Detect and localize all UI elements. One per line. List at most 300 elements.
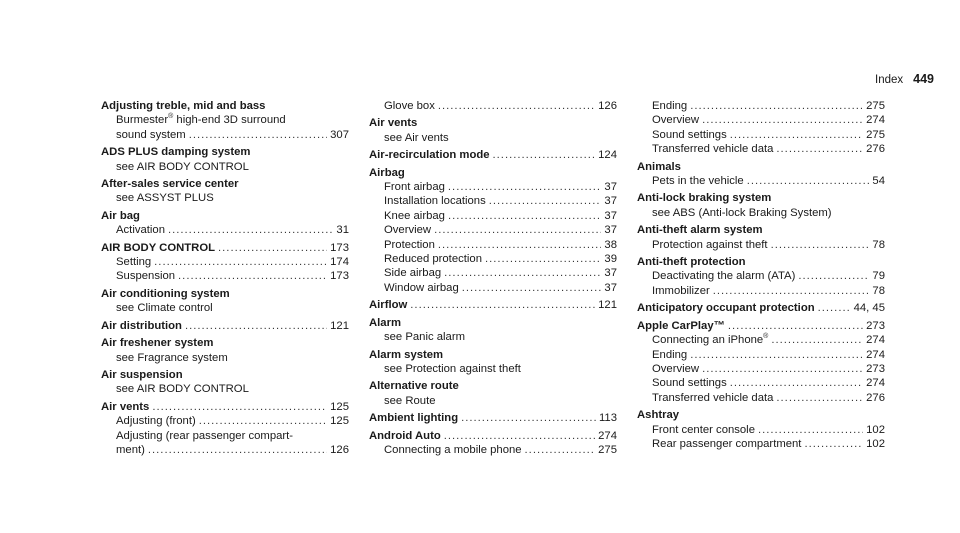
subentry-text	[652, 142, 773, 156]
leader-dots	[818, 301, 851, 315]
index-term	[101, 241, 349, 255]
index-subentry	[369, 131, 617, 145]
subentry-text	[652, 269, 795, 283]
subentry-text	[652, 333, 768, 347]
index-entry	[637, 319, 885, 405]
subentry-text	[384, 194, 486, 208]
subentry-label: Reduced protection	[384, 253, 482, 266]
index-subentry-continued	[101, 128, 349, 142]
subentry-label: Transferred vehicle data	[652, 143, 774, 156]
term-text	[637, 160, 681, 174]
leader-dots	[776, 391, 863, 405]
index-subentry	[637, 423, 885, 437]
subentry-label: Immobilizer	[652, 284, 710, 297]
leader-dots	[489, 194, 602, 208]
index-term	[101, 99, 349, 113]
term-label: Air distribution	[101, 319, 182, 332]
leader-dots	[462, 281, 602, 295]
subentry-text	[652, 113, 699, 127]
leader-dots	[798, 269, 869, 283]
leader-dots	[702, 113, 863, 127]
page-ref[interactable]: 31	[336, 224, 349, 237]
leader-dots	[493, 148, 596, 162]
index-subentry-continued	[101, 443, 349, 457]
page-ref[interactable]: 274	[598, 429, 617, 442]
index-column-2	[369, 99, 617, 460]
subentry-label: Pets in the vehicle	[652, 175, 744, 188]
subentry-text	[116, 269, 175, 283]
index-column-3	[637, 99, 885, 454]
index-subentry	[637, 269, 885, 283]
term-label: AIR BODY CONTROL	[101, 241, 216, 254]
subentry-text	[116, 255, 151, 269]
index-subentry	[637, 238, 885, 252]
page-ref[interactable]: 113	[598, 412, 617, 425]
term-text	[369, 429, 441, 443]
index-term	[369, 298, 617, 312]
page-ref[interactable]: 54	[872, 175, 885, 188]
index-subentry	[637, 333, 885, 347]
subentry-text	[652, 238, 768, 252]
term-text	[101, 145, 250, 159]
index-entry	[101, 287, 349, 316]
index-subentry	[369, 281, 617, 295]
index-subentry	[637, 391, 885, 405]
subentry-label: Overview	[652, 362, 700, 375]
subentry-text-cont: ment)	[116, 443, 145, 456]
index-entry	[637, 255, 885, 298]
subentry-label: Overview	[384, 224, 432, 237]
leader-dots	[461, 411, 596, 425]
page-ref[interactable]: 79	[872, 270, 885, 283]
index-subentry	[101, 269, 349, 283]
leader-dots	[713, 284, 870, 298]
leader-dots	[152, 400, 327, 414]
term-text	[369, 316, 401, 330]
term-label: Anti-lock braking system	[637, 192, 772, 205]
subentry-text	[116, 382, 249, 396]
subentry-text	[384, 99, 435, 113]
leader-dots	[438, 238, 602, 252]
page-ref[interactable]: 37	[604, 181, 617, 194]
subentry-text-cont: sound system	[116, 128, 186, 141]
term-text	[369, 348, 443, 362]
index-entry	[101, 177, 349, 206]
index-subentry	[637, 174, 885, 188]
page-ref[interactable]: 125	[330, 415, 349, 428]
page-ref[interactable]: 121	[330, 319, 349, 332]
subentry-text	[384, 131, 449, 145]
page-header	[875, 72, 934, 86]
index-subentry	[369, 180, 617, 194]
leader-dots	[168, 223, 333, 237]
index-subentry	[101, 414, 349, 428]
subentry-label: Adjusting (front)	[116, 415, 196, 428]
index-term	[369, 116, 617, 130]
index-entry	[637, 408, 885, 451]
page-ref[interactable]: 37	[604, 281, 617, 294]
term-text	[637, 191, 771, 205]
term-label: Airbag	[369, 166, 405, 179]
index-subentry	[101, 160, 349, 174]
subentry-label: Suspension	[116, 270, 176, 283]
term-text	[101, 400, 149, 414]
term-label: Air freshener system	[101, 337, 214, 350]
index-subentry	[637, 113, 885, 127]
term-label: Anti-theft alarm system	[637, 224, 763, 237]
subentry-label: Setting	[116, 256, 152, 269]
subentry-label: see Route	[384, 394, 436, 407]
subentry-text	[652, 206, 832, 220]
term-label: ADS PLUS damping system	[101, 146, 251, 159]
term-text	[369, 116, 417, 130]
subentry-text	[116, 429, 293, 443]
subentry-text	[384, 330, 465, 344]
index-term	[637, 191, 885, 205]
subentry-label: see Panic alarm	[384, 331, 465, 344]
term-text	[101, 368, 183, 382]
index-term	[101, 336, 349, 350]
index-subentry	[369, 362, 617, 376]
subentry-text	[116, 160, 249, 174]
subentry-text	[384, 362, 521, 376]
index-subentry	[369, 209, 617, 223]
term-label: Adjusting treble, mid and bass	[101, 100, 266, 112]
subentry-label: see Protection against theft	[384, 362, 521, 375]
index-entry	[101, 368, 349, 397]
page-ref[interactable]: 174	[330, 256, 349, 269]
index-entry	[637, 301, 885, 315]
term-text	[637, 301, 815, 315]
term-label: Animals	[637, 160, 681, 173]
subentry-text	[384, 394, 436, 408]
index-term	[369, 148, 617, 162]
term-label: Air vents	[101, 400, 150, 413]
index-term	[101, 177, 349, 191]
subentry-text	[652, 391, 773, 405]
subentry-label: Rear passenger compartment	[652, 437, 802, 450]
leader-dots	[154, 255, 327, 269]
term-text	[101, 209, 140, 223]
leader-dots	[690, 348, 863, 362]
index-subentry	[101, 191, 349, 205]
index-entry	[101, 400, 349, 458]
subentry-label: Window airbag	[384, 281, 459, 294]
term-label: Air bag	[101, 209, 140, 222]
index-term	[637, 408, 885, 422]
page-ref[interactable]: 173	[330, 270, 349, 283]
leader-dots	[804, 437, 863, 451]
subentry-label: see Climate control	[116, 302, 213, 315]
subentry-label: Activation	[116, 224, 165, 237]
index-subentry	[369, 330, 617, 344]
index-term	[369, 316, 617, 330]
subentry-text	[652, 437, 801, 451]
term-label: Apple CarPlay™	[637, 319, 725, 332]
index-subentry	[101, 301, 349, 315]
page-number: 449	[913, 72, 934, 86]
page-ref[interactable]: 102	[866, 437, 885, 450]
page-ref[interactable]: 274	[866, 334, 885, 347]
term-text	[101, 99, 265, 113]
term-text	[369, 148, 490, 162]
subentry-label-cont: high-end 3D surround	[173, 114, 286, 127]
subentry-label: Burmester	[116, 114, 169, 127]
index-entry	[637, 99, 885, 157]
subentry-label: see Air vents	[384, 131, 449, 144]
index-entry	[369, 348, 617, 377]
subentry-text	[384, 281, 459, 295]
index-subentry	[101, 351, 349, 365]
subentry-label: Connecting an iPhone	[652, 334, 764, 347]
page-ref[interactable]: 274	[866, 114, 885, 127]
page-ref[interactable]: 124	[598, 149, 617, 162]
index-term	[369, 411, 617, 425]
index-subentry	[101, 382, 349, 396]
subentry-label: Sound settings	[652, 128, 727, 141]
index-entry	[369, 298, 617, 312]
page-ref[interactable]: 274	[866, 377, 885, 390]
page-ref[interactable]: 276	[866, 143, 885, 156]
index-term	[637, 301, 885, 315]
subentry-label: see ASSYST PLUS	[116, 192, 214, 205]
term-text	[369, 379, 459, 393]
subentry-text	[384, 223, 431, 237]
term-text	[101, 336, 213, 350]
subentry-text	[384, 266, 441, 280]
page-ref[interactable]: 39	[604, 253, 617, 266]
term-label: Ambient lighting	[369, 412, 459, 425]
subentry-label: Side airbag	[384, 267, 442, 280]
page-ref[interactable]: 38	[604, 238, 617, 251]
index-subentry	[369, 394, 617, 408]
term-label: Air vents	[369, 117, 418, 130]
subentry-text	[116, 223, 165, 237]
term-label: Anticipatory occupant protection	[637, 302, 815, 315]
index-term	[101, 209, 349, 223]
subentry-label: Front airbag	[384, 181, 445, 194]
subentry-text	[652, 174, 744, 188]
term-label: Alternative route	[369, 380, 459, 393]
term-label: After-sales service center	[101, 178, 239, 191]
index-subentry	[637, 376, 885, 390]
page-ref[interactable]: 37	[604, 267, 617, 280]
index-subentry	[637, 142, 885, 156]
index-entry	[369, 379, 617, 408]
term-text	[101, 287, 230, 301]
subentry-text	[116, 191, 214, 205]
leader-dots	[410, 298, 595, 312]
index-entry	[369, 411, 617, 425]
leader-dots	[758, 423, 863, 437]
subentry-label: Knee airbag	[384, 209, 445, 222]
index-term	[101, 287, 349, 301]
page-ref[interactable]: 78	[872, 238, 885, 251]
subentry-text	[384, 180, 445, 194]
term-label: Air-recirculation mode	[369, 149, 490, 162]
page-ref[interactable]: 273	[866, 362, 885, 375]
leader-dots	[690, 99, 863, 113]
index-term	[101, 145, 349, 159]
index-subentry	[637, 284, 885, 298]
leader-dots	[448, 209, 601, 223]
leader-dots	[776, 142, 863, 156]
term-text	[637, 255, 746, 269]
term-label: Android Auto	[369, 429, 441, 442]
subentry-text	[384, 209, 445, 223]
index-subentry	[369, 238, 617, 252]
index-subentry	[101, 223, 349, 237]
leader-dots	[185, 319, 327, 333]
subentry-label: see AIR BODY CONTROL	[116, 160, 249, 173]
page-ref[interactable]: 274	[866, 348, 885, 361]
subentry-text	[116, 351, 228, 365]
leader-dots	[444, 429, 595, 443]
subentry-label: Front center console	[652, 423, 755, 436]
leader-dots	[189, 128, 327, 142]
leader-dots	[438, 99, 595, 113]
subentry-label: Ending	[652, 100, 688, 112]
term-text	[637, 408, 679, 422]
subentry-label: Transferred vehicle data	[652, 391, 774, 404]
index-entry	[369, 429, 617, 458]
index-entry	[101, 319, 349, 333]
index-entry	[101, 209, 349, 238]
subentry-label: Glove box	[384, 100, 435, 112]
index-term	[101, 400, 349, 414]
index-subentry	[369, 194, 617, 208]
index-term	[637, 160, 885, 174]
index-subentry	[637, 128, 885, 142]
page-ref[interactable]: 126	[330, 443, 349, 456]
index-term	[369, 379, 617, 393]
index-term	[369, 166, 617, 180]
leader-dots	[178, 269, 327, 283]
page-ref[interactable]: 275	[598, 443, 617, 456]
page-ref[interactable]: 273	[866, 319, 885, 332]
term-text	[369, 411, 458, 425]
leader-dots	[702, 362, 863, 376]
index-entry	[101, 145, 349, 174]
leader-dots	[199, 414, 327, 428]
leader-dots	[747, 174, 870, 188]
subentry-text	[652, 128, 727, 142]
subentry-text	[652, 284, 710, 298]
term-text	[637, 319, 725, 333]
subentry-label: Sound settings	[652, 377, 727, 390]
index-term	[101, 368, 349, 382]
subentry-label: Connecting a mobile phone	[384, 443, 522, 456]
page-ref[interactable]: 44, 45	[853, 302, 885, 315]
subentry-text	[652, 376, 727, 390]
subentry-label: Deactivating the alarm (ATA)	[652, 270, 796, 283]
page-ref[interactable]: 37	[604, 209, 617, 222]
index-entry	[101, 336, 349, 365]
leader-dots	[525, 443, 596, 457]
term-label: Ashtray	[637, 409, 680, 422]
page-ref[interactable]: 173	[330, 241, 349, 254]
index-term	[637, 255, 885, 269]
index-subentry	[637, 437, 885, 451]
index-entry	[637, 223, 885, 252]
term-label: Alarm	[369, 316, 402, 329]
term-text	[637, 223, 763, 237]
subentry-text	[652, 348, 687, 362]
index-entry	[369, 99, 617, 113]
term-label: Anti-theft protection	[637, 256, 746, 269]
leader-dots	[728, 319, 863, 333]
term-text	[101, 177, 239, 191]
subentry-label: Protection	[384, 238, 435, 251]
index-subentry	[101, 113, 349, 127]
index-subentry	[369, 99, 617, 113]
term-label: Alarm system	[369, 348, 444, 361]
subentry-label: Ending	[652, 348, 688, 361]
index-entry	[637, 160, 885, 189]
index-subentry	[637, 206, 885, 220]
index-term	[637, 223, 885, 237]
index-entry	[101, 99, 349, 142]
term-text	[369, 298, 407, 312]
page-ref[interactable]: 276	[866, 391, 885, 404]
leader-dots	[730, 376, 863, 390]
subentry-label: see Fragrance system	[116, 351, 228, 364]
page-ref[interactable]: 37	[604, 224, 617, 237]
leader-dots	[444, 266, 601, 280]
page-ref[interactable]: 125	[330, 400, 349, 413]
index-subentry	[637, 99, 885, 113]
page-ref[interactable]: 102	[866, 423, 885, 436]
subentry-text	[384, 443, 522, 457]
leader-dots	[771, 333, 863, 347]
term-label: Airflow	[369, 299, 408, 312]
subentry-text	[652, 423, 755, 437]
leader-dots	[148, 443, 327, 457]
index-subentry	[369, 223, 617, 237]
subentry-label: see ABS (Anti-lock Braking System)	[652, 206, 832, 219]
index-entry	[369, 116, 617, 145]
leader-dots	[448, 180, 602, 194]
index-entry	[369, 148, 617, 162]
index-term	[101, 319, 349, 333]
page-ref[interactable]: 275	[866, 128, 885, 141]
index-entry	[101, 241, 349, 284]
subentry-text	[652, 99, 687, 113]
page-ref[interactable]: 37	[604, 195, 617, 208]
index-term	[637, 319, 885, 333]
index-entry	[369, 166, 617, 296]
leader-dots	[730, 128, 863, 142]
page-ref[interactable]: 121	[598, 299, 617, 312]
page-ref[interactable]: 307	[330, 128, 349, 141]
leader-dots	[771, 238, 870, 252]
page-ref[interactable]: 78	[872, 284, 885, 297]
page-ref[interactable]: 126	[598, 100, 617, 112]
term-label: Air conditioning system	[101, 287, 230, 300]
index-entry	[637, 191, 885, 220]
subentry-label: Adjusting (rear passenger compart-	[116, 429, 294, 442]
index-column-1	[101, 99, 349, 460]
term-label: Air suspension	[101, 368, 183, 381]
subentry-label: see AIR BODY CONTROL	[116, 383, 249, 396]
index-subentry	[637, 348, 885, 362]
term-text	[369, 166, 405, 180]
leader-dots	[218, 241, 327, 255]
page-ref[interactable]: 275	[866, 100, 885, 112]
subentry-text	[384, 238, 435, 252]
registered-mark: ®	[763, 333, 769, 341]
subentry-label: Installation locations	[384, 195, 486, 208]
